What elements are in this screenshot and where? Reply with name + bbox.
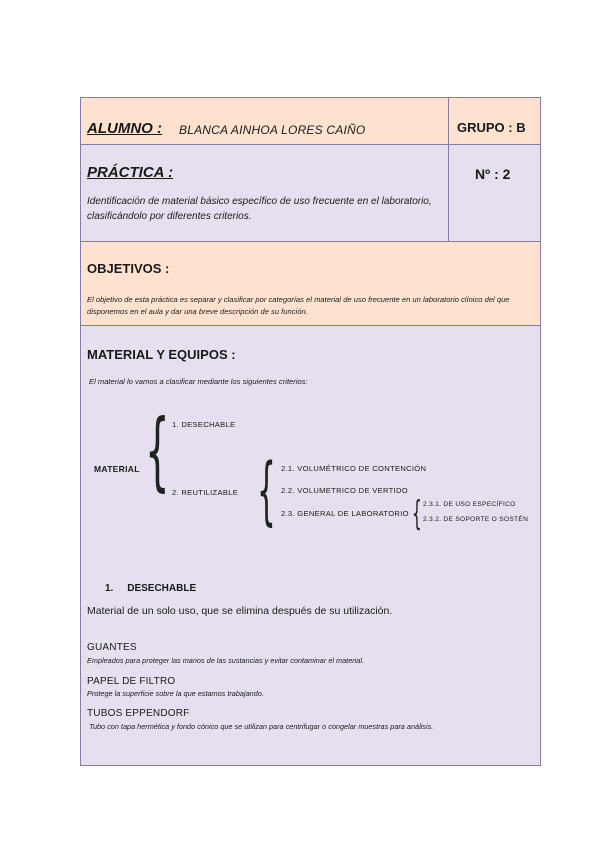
tree-root: MATERIAL — [94, 464, 140, 474]
brace-icon: { — [412, 494, 422, 534]
divider — [81, 241, 540, 242]
alumno-name: BLANCA AINHOA LORES CAIÑO — [179, 123, 366, 137]
item-name: TUBOS EPPENDORF — [87, 708, 190, 719]
practica-description: Identificación de material básico específico de uso frecuente en el laboratorio, clasificándolo por diferentes criterios. — [87, 196, 432, 222]
divider — [448, 98, 449, 241]
item-description: Protege la superficie sobre la que estamos trabajando. — [87, 689, 264, 698]
practica-row — [81, 144, 540, 241]
item-name: GUANTES — [87, 642, 137, 653]
desechable-description: Material de un solo uso, que se elimina después de su utilización. — [87, 605, 393, 617]
item-description: Tubo con tapa hermética y fondo cónico que se utilizan para centrifugar o congelar muestras para análisis. — [87, 722, 434, 731]
grupo-label: GRUPO : B — [457, 120, 526, 135]
tree-general: 2.3. GENERAL DE LABORATORIO — [281, 509, 409, 518]
divider — [81, 144, 540, 145]
brace-icon: { — [257, 448, 276, 534]
material-intro: El material lo vamos a clasificar mediante los siguientes criterios: — [89, 377, 308, 386]
practica-number: Nº : 2 — [475, 166, 511, 182]
brace-icon: { — [145, 401, 170, 501]
alumno-label: ALUMNO : — [87, 120, 162, 137]
tree-desechable: 1. DESECHABLE — [172, 420, 236, 429]
practica-label: PRÁCTICA : — [87, 164, 174, 181]
objetivos-title: OBJETIVOS : — [87, 261, 170, 276]
practice-sheet — [80, 97, 541, 766]
desechable-title: 1. DESECHABLE — [105, 583, 197, 594]
material-title: MATERIAL Y EQUIPOS : — [87, 347, 236, 362]
tree-uso-especifico: 2.3.1. DE USO ESPECÍFICO — [423, 501, 516, 508]
tree-volumetrico-contencion: 2.1. VOLUMÉTRICO DE CONTENCIÓN — [281, 464, 427, 473]
objetivos-text: El objetivo de esta práctica es separar y clasificar por categorías el material de uso frecuente en un laboratorio clínico del que disponemos en el aula y dar una breve descripción de su función. — [87, 295, 510, 316]
tree-volumetrico-vertido: 2.2. VOLUMETRICO DE VERTIDO — [281, 486, 408, 495]
item-description: Empleados para proteger las manos de las sustancias y evitar contaminar el material. — [87, 656, 365, 665]
divider — [81, 325, 540, 326]
tree-soporte: 2.3.2. DE SOPORTE O SOSTÉN — [423, 516, 529, 523]
tree-reutilizable: 2. REUTILIZABLE — [172, 488, 239, 497]
item-name: PAPEL DE FILTRO — [87, 676, 176, 687]
